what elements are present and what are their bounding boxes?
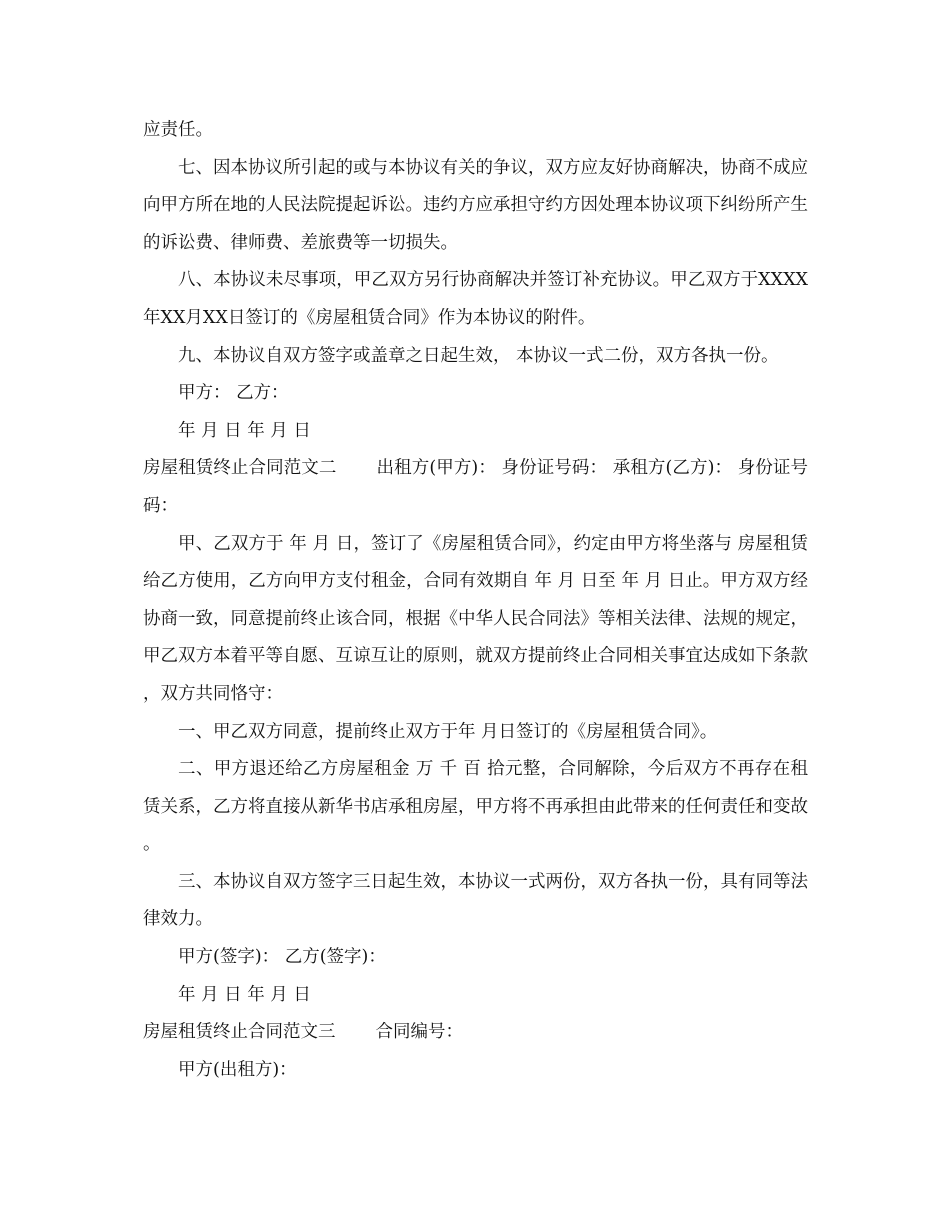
document-body (143, 112, 808, 1089)
paragraph-continuation: 应责任。 (143, 120, 213, 140)
signature-dates-1: 年 月 日 年 月 日 (178, 420, 311, 441)
template-three-heading (143, 1014, 808, 1052)
signature-dates-2: 年 月 日 年 月 日 (178, 984, 311, 1005)
template-two-parties: 出租方(甲方)： 身份证号码： 承租方(乙方)： 身份证号码： (143, 458, 809, 516)
template-two-clause-three: 三、本协议自双方签字三日起生效，本协议一式两份，双方各执一份，具有同等法律效力。 (143, 871, 808, 930)
signature-parties-1: 甲方： 乙方： (178, 383, 289, 404)
template-three-title: 房屋租赁终止合同范文三 (143, 1022, 336, 1043)
contract-number-label: 合同编号： (375, 1022, 463, 1043)
template-two-title: 房屋租赁终止合同范文二 (143, 458, 337, 479)
template-two-preamble: 甲、乙双方于 年 月 日，签订了《房屋租赁合同》，约定由甲方将坐落与 房屋租赁给乙方使用，乙方向甲方支付租金，合同有效期自 年 月 日至 年 月 日止。甲方双方经协商一致，同意提前终止该合同，根据《中华人民合同法》等相关法律、法规的规定，甲乙双方本着平等自愿、互谅互让的原则，就双方提前终止合同相关事宜达成如下条款，双方共同恪守： (143, 533, 808, 704)
template-two-heading (143, 450, 808, 525)
clause-eight: 八、本协议未尽事项，甲乙双方另行协商解决并签订补充协议。甲乙双方于XXXX年XX月XX日签订的《房屋租赁合同》作为本协议的附件。 (143, 270, 808, 328)
clause-seven: 七、因本协议所引起的或与本协议有关的争议，双方应友好协商解决，协商不成应向甲方所在地的人民法院提起诉讼。违约方应承担守约方因处理本协议项下纠纷所产生的诉讼费、律师费、差旅费等一切损失。 (143, 157, 808, 253)
clause-nine: 九、本协议自双方签字或盖章之日起生效， 本协议一式二份，双方各执一份。 (178, 345, 779, 366)
signature-parties-2: 甲方(签字)： 乙方(签字)： (178, 947, 386, 968)
template-two-clause-one: 一、甲乙双方同意，提前终止双方于年 月日签订的《房屋租赁合同》。 (178, 721, 718, 742)
party-a-lessor-label: 甲方(出租方)： (178, 1059, 297, 1080)
template-two-clause-two: 二、甲方退还给乙方房屋租金 万 千 百 拾元整，合同解除，今后双方不再存在租赁关系，乙方将直接从新华书店承租房屋，甲方将不再承担由此带来的任何责任和变故。 (143, 759, 808, 855)
